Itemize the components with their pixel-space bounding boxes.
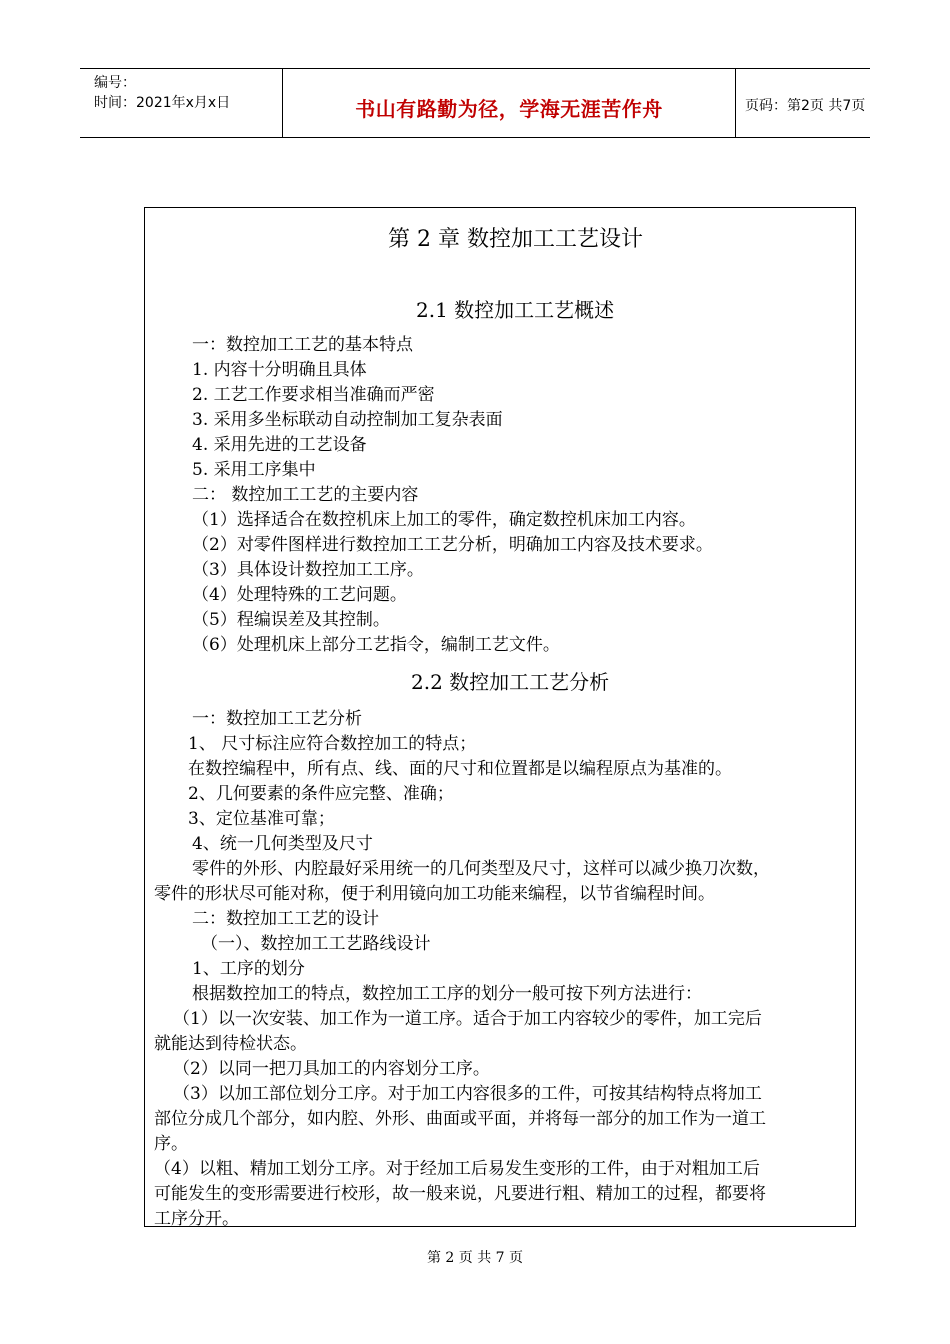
text-line: 1. 内容十分明确且具体 [192, 360, 367, 380]
text-line: （4）处理特殊的工艺问题。 [192, 585, 407, 605]
text-line: 2、几何要素的条件应完整、准确； [188, 784, 454, 804]
text-line: （2）以同一把刀具加工的内容划分工序。 [173, 1059, 490, 1079]
text-line: 二：数控加工工艺的设计 [192, 909, 379, 929]
text-line: 零件的外形、内腔最好采用统一的几何类型及尺寸，这样可以减少换刀次数， [192, 859, 770, 879]
document-header [80, 68, 870, 138]
text-line: 二： 数控加工工艺的主要内容 [192, 485, 419, 505]
text-line: 5. 采用工序集中 [192, 460, 316, 480]
header-page-cell [735, 69, 870, 137]
text-line: （4）以粗、精加工划分工序。对于经加工后易发生变形的工件，由于对粗加工后 [154, 1159, 760, 1179]
time-label: 时间：2021年x月x日 [94, 95, 231, 111]
text-line: 一：数控加工工艺的基本特点 [192, 335, 413, 355]
chapter-title: 第 2 章 数控加工工艺设计 [388, 227, 643, 252]
section-2-1-title: 2.1 数控加工工艺概述 [416, 298, 615, 322]
text-line: 在数控编程中，所有点、线、面的尺寸和位置都是以编程原点为基准的。 [188, 759, 732, 779]
text-line: 1、工序的划分 [192, 959, 305, 979]
text-line: （3）具体设计数控加工工序。 [192, 560, 424, 580]
text-line: 1、 尺寸标注应符合数控加工的特点； [188, 734, 477, 754]
text-line: 部位分成几个部分，如内腔、外形、曲面或平面，并将每一部分的加工作为一道工 [154, 1109, 766, 1129]
text-line: （1）以一次安装、加工作为一道工序。适合于加工内容较少的零件，加工完后 [173, 1009, 762, 1029]
text-line: （2）对零件图样进行数控加工工艺分析，明确加工内容及技术要求。 [192, 535, 713, 555]
text-line: 零件的形状尽可能对称，便于利用镜向加工功能来编程，以节省编程时间。 [154, 884, 715, 904]
content-box [144, 207, 856, 1227]
text-line: 3. 采用多坐标联动自动控制加工复杂表面 [192, 410, 503, 430]
text-line: 可能发生的变形需要进行校形，故一般来说，凡要进行粗、精加工的过程，都要将 [154, 1184, 766, 1204]
text-line: 3、定位基准可靠； [188, 809, 335, 829]
text-line: 4、统一几何类型及尺寸 [192, 834, 373, 854]
page-footer: 第 2 页 共 7 页 [426, 1250, 524, 1266]
text-line: 工序分开。 [154, 1209, 239, 1229]
header-meta-cell [80, 69, 282, 137]
text-line: （5）程编误差及其控制。 [192, 610, 390, 630]
header-page-info: 页码：第2页 共7页 [745, 98, 866, 114]
text-line: 4. 采用先进的工艺设备 [192, 435, 367, 455]
header-motto-cell [282, 69, 736, 137]
section-2-2-title: 2.2 数控加工工艺分析 [411, 670, 610, 694]
text-line: 2. 工艺工作要求相当准确而严密 [192, 385, 435, 405]
text-line: （1）选择适合在数控机床上加工的零件，确定数控机床加工内容。 [192, 510, 696, 530]
text-line: 序。 [154, 1134, 188, 1154]
motto-text: 书山有路勤为径，学海无涯苦作舟 [355, 97, 663, 121]
number-label: 编号： [94, 75, 136, 91]
text-line: 一：数控加工工艺分析 [192, 709, 362, 729]
text-line: 根据数控加工的特点，数控加工工序的划分一般可按下列方法进行： [192, 984, 702, 1004]
text-line: （3）以加工部位划分工序。对于加工内容很多的工件，可按其结构特点将加工 [173, 1084, 762, 1104]
text-line: （一）、数控加工工艺路线设计 [201, 934, 431, 954]
text-line: （6）处理机床上部分工艺指令，编制工艺文件。 [192, 635, 560, 655]
text-line: 就能达到待检状态。 [154, 1034, 307, 1054]
